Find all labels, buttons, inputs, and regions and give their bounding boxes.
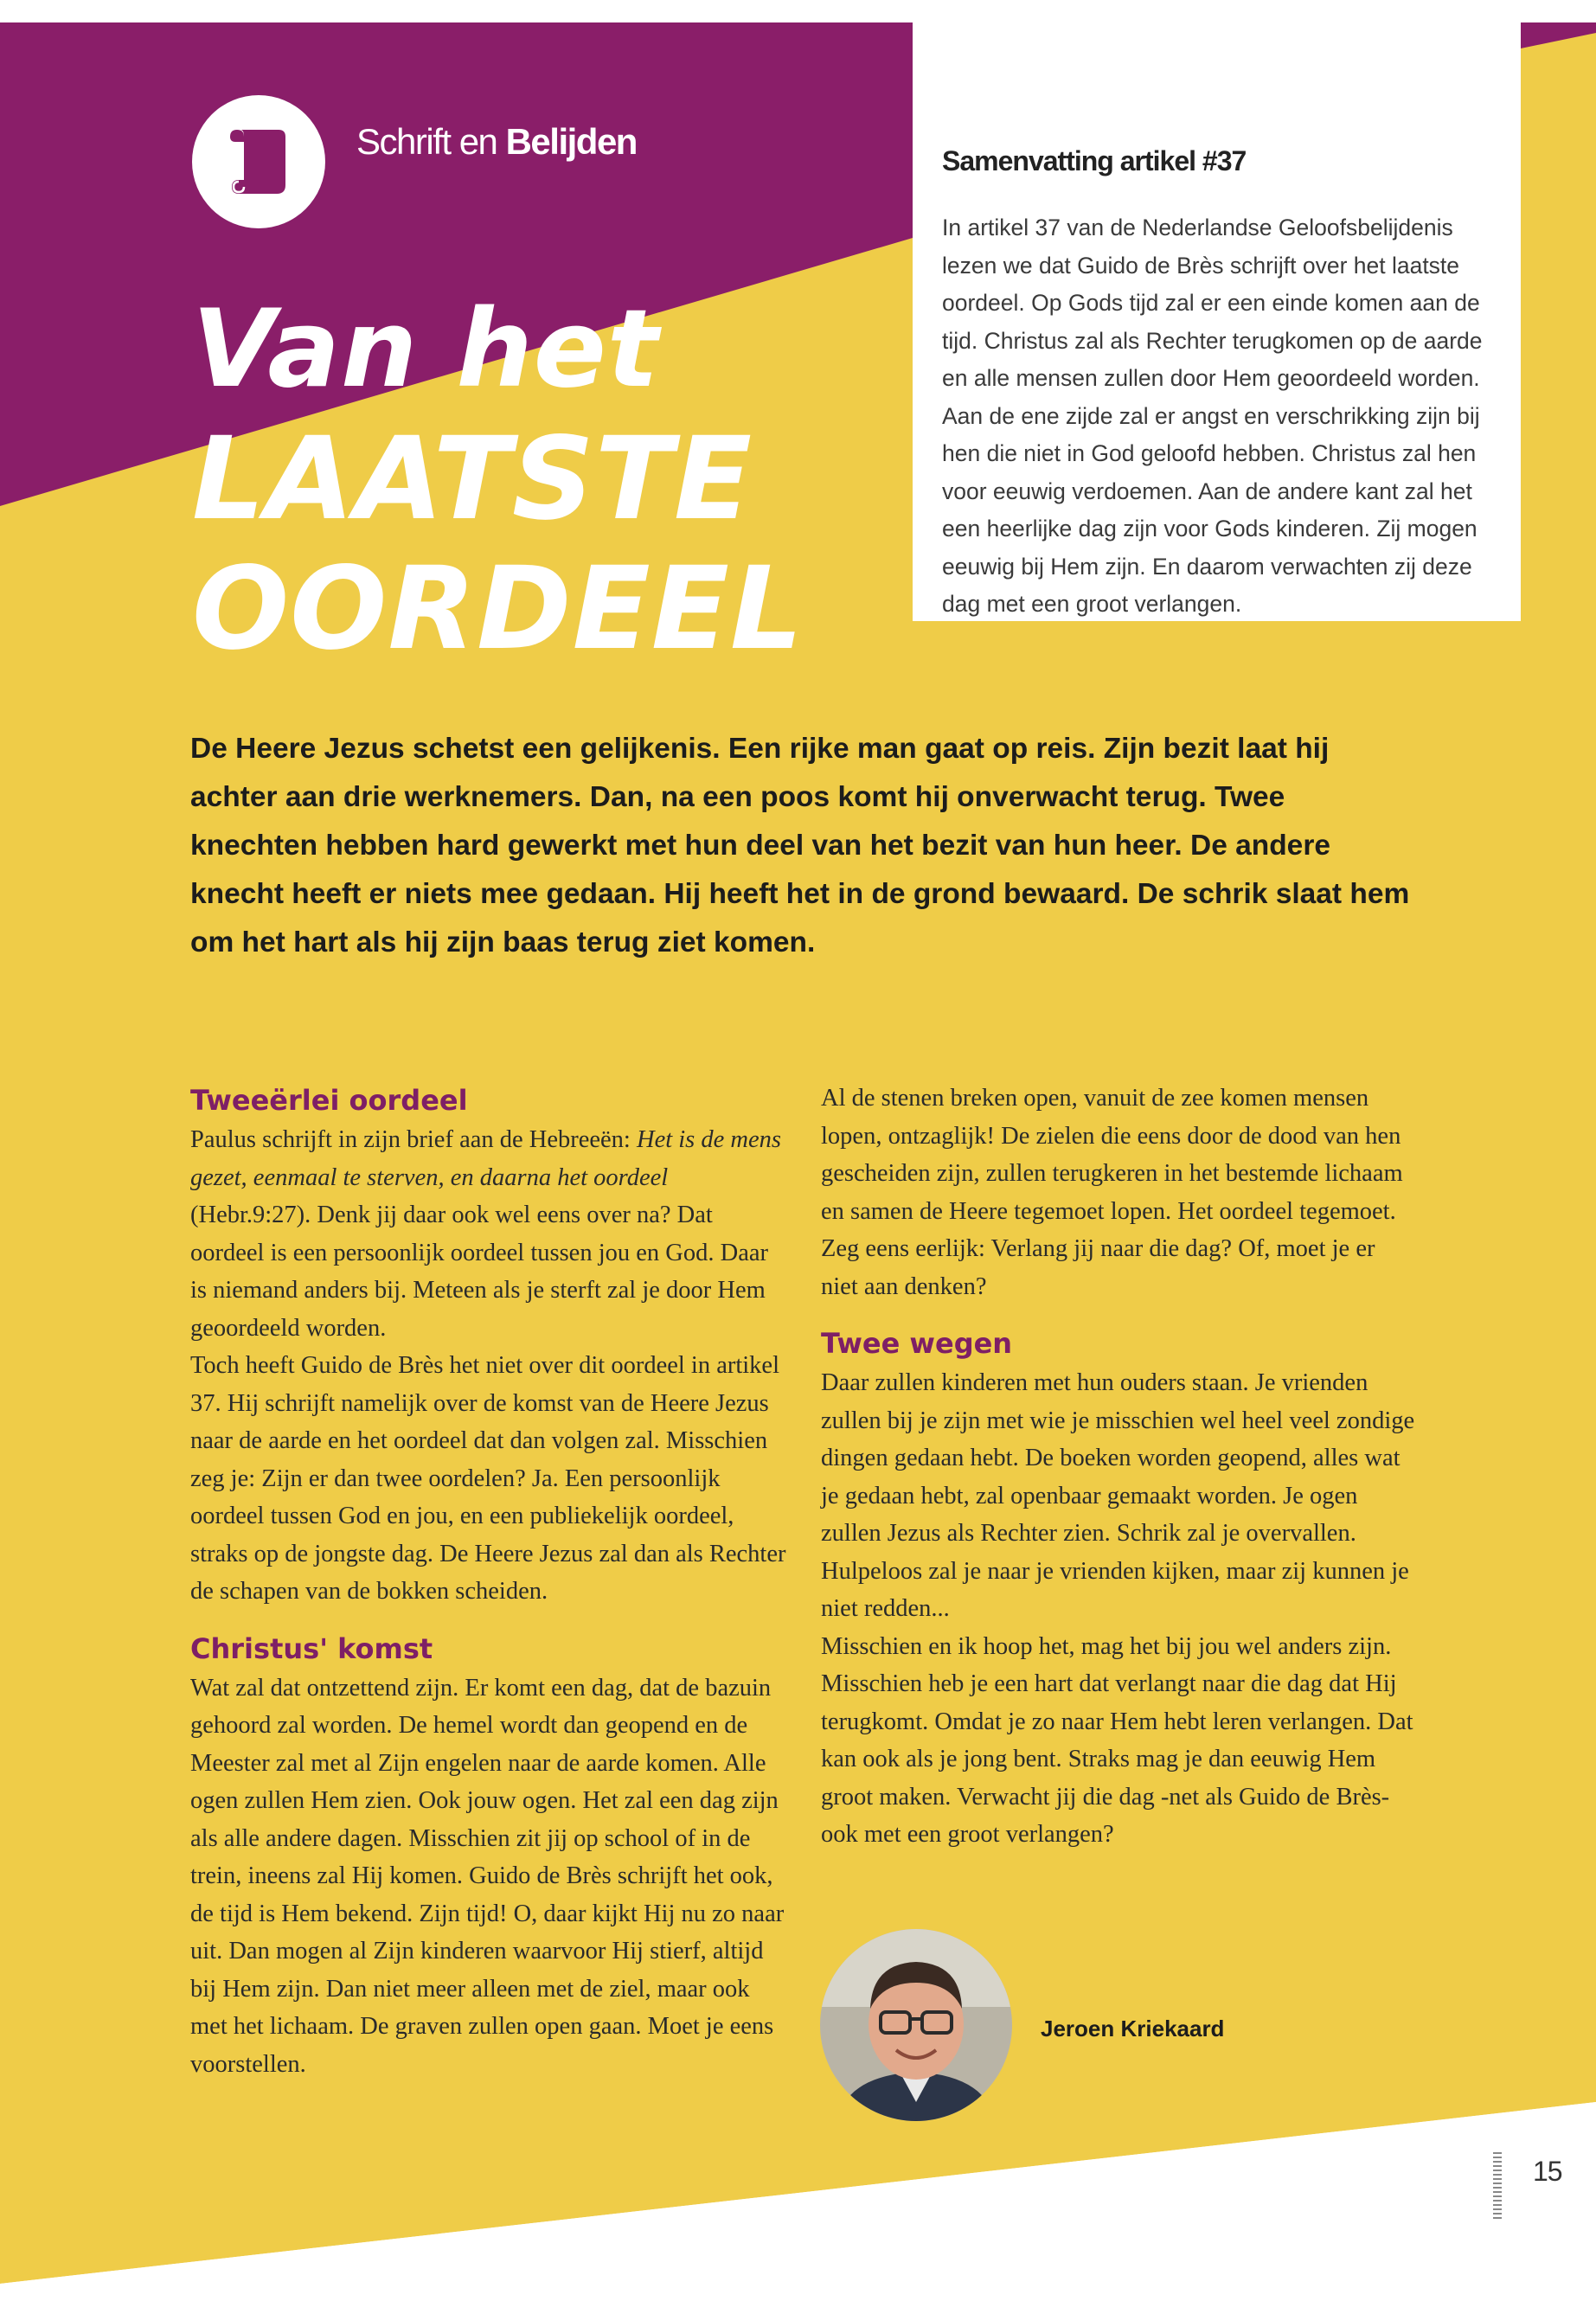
scroll-icon — [228, 125, 289, 199]
section-heading-twee-wegen: Twee wegen — [821, 1327, 1013, 1360]
article-paragraph: Al de stenen breken open, vanuit de zee komen mensen lopen, ontzaglijk! De zielen die eens door de dood van hen gescheiden zijn, zullen terugkeren in het bestemde lichaam en samen de Heere tegemoet lopen. Het oordeel tegemoet. Zeg eens eerlijk: Verlang jij naar die dag? Of, moet je er niet aan denken? — [821, 1085, 1403, 1300]
article-column-right — [821, 1080, 1418, 1854]
article-paragraph: Toch heeft Guido de Brès het niet over dit oordeel in artikel 37. Hij schrijft namelijk over de komst van de Heere Jezus naar de aarde en het oordeel dat dan volgen zal. Misschien zeg je: Zijn er dan twee oordelen? Ja. Een persoonlijk oordeel tussen God en jou, en een publiekelijk oordeel, straks op de jongste dag. De Heere Jezus zal dan als Rechter de schapen van de bokken scheiden. — [190, 1352, 786, 1605]
summary-heading: Samenvatting artikel #37 — [942, 145, 1247, 176]
text-span: Paulus schrijft in zijn brief aan de Hebreeën: — [190, 1126, 637, 1153]
author-portrait-icon — [820, 1929, 1012, 2121]
text-span: (Hebr.9:27). Denk jij daar ook wel eens over na? Dat oordeel is een persoonlijk oordeel tussen jou en God. Daar is niemand anders bij. Meteen als je sterft zal je door Hem geoordeeld worden. — [190, 1202, 768, 1342]
section-label-regular: Schrift en — [356, 121, 497, 162]
title-line-3: OORDEEL — [192, 542, 804, 676]
section-label-bold: Belijden — [505, 121, 637, 162]
section-logo — [192, 95, 325, 228]
article-paragraph — [190, 1121, 787, 1347]
page-number: 15 — [1533, 2156, 1562, 2187]
intro-paragraph: De Heere Jezus schetst een gelijkenis. Een rijke man gaat op reis. Zijn bezit laat hij achter aan drie werknemers. Dan, na een poos komt hij onverwacht terug. Twee knechten hebben hard gewerkt met hun deel van het bezit van hun heer. De andere knecht heeft er niets mee gedaan. Hij heeft het in de grond bewaard. De schrik slaat hem om het hart als hij zijn baas terug ziet komen. — [190, 733, 1410, 958]
page-title — [192, 287, 804, 676]
section-label — [356, 121, 637, 163]
article-column-left — [190, 1080, 787, 2083]
title-line-2: LAATSTE — [192, 413, 753, 546]
author-photo — [820, 1929, 1012, 2121]
summary-text: In artikel 37 van de Nederlandse Geloofsbelijdenis lezen we dat Guido de Brès schrijft over het laatste oordeel. Op Gods tijd zal er een einde komen aan de tijd. Christus zal als Rechter terugkomen op de aarde en alle mensen zullen door Hem geoordeeld worden. Aan de ene zijde zal er angst en verschrikking zijn bij hen die niet in God geloofd hebben. Christus zal hen voor eeuwig verdoemen. Aan de andere kant zal het een heerlijke dag zijn voor Gods kinderen. Zij mogen eeuwig bij Hem zijn. En daarom verwachten zij deze dag met een groot verlangen. — [942, 215, 1483, 617]
summary-box — [913, 22, 1521, 621]
title-line-1: Van het — [192, 287, 660, 412]
page-number-rule — [1493, 2152, 1502, 2221]
article-paragraph: Misschien en ik hoop het, mag het bij jou wel anders zijn. Misschien heb je een hart dat verlangt naar die dag dat Hij terugkomt. Omdat je zo naar Hem hebt leren verlangen. Dat kan ook als je jong bent. Straks mag je dan eeuwig Hem groot maken. Verwacht jij die dag -net als Guido de Brès- ook met een groot verlangen? — [821, 1632, 1413, 1848]
bible-quote: Het is de mens gezet, eenmaal te sterven, en daarna het oordeel — [190, 1126, 781, 1191]
section-heading-christus-komst: Christus' komst — [190, 1631, 433, 1665]
article-paragraph: Daar zullen kinderen met hun ouders staan. Je vrienden zullen bij je zijn met wie je misschien wel heel veel zondige dingen gedaan hebt. De boeken worden geopend, alles wat je gedaan hebt, zal openbaar gemaakt worden. Je ogen zullen Jezus als Rechter zien. Schrik zal je overvallen. Hulpeloos zal je naar je vrienden kijken, maar zij kunnen je niet redden... — [821, 1369, 1415, 1622]
author-name: Jeroen Kriekaard — [1041, 2016, 1225, 2041]
section-heading-tweeerlei: Tweeërlei oordeel — [190, 1084, 468, 1117]
article-paragraph: Wat zal dat ontzettend zijn. Er komt een dag, dat de bazuin gehoord zal worden. De hemel wordt dan geopend en de Meester zal met al Zijn engelen naar de aarde komen. Alle ogen zullen Hem zien. Ook jouw ogen. Het zal een dag zijn als alle andere dagen. Misschien zit jij op school of in de trein, ineens zal Hij komen. Guido de Brès schrijft het ook, de tijd is Hem bekend. Zijn tijd! O, daar kijkt Hij nu zo naar uit. Dan mogen al Zijn kinderen waarvoor Hij stierf, altijd bij Hem zijn. Dan niet meer alleen met de ziel, maar ook met het lichaam. De graven zullen open gaan. Moet je eens voorstellen. — [190, 1674, 785, 2078]
